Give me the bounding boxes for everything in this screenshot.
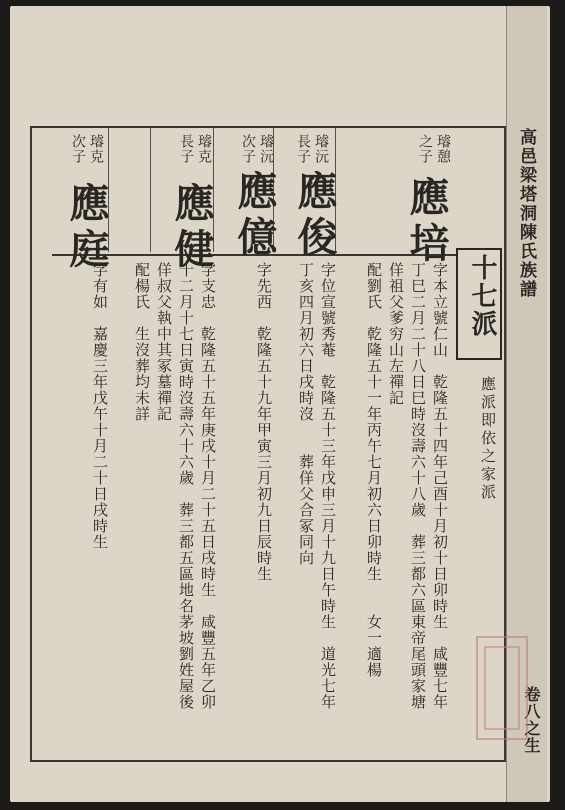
lineage-note: 應派即依之家派 <box>479 376 497 502</box>
page-number: 卷八之生 <box>522 686 541 754</box>
entry-line: 配劉氏 乾隆五十一年丙午七月初六日卯時生 女一適楊 <box>365 262 383 678</box>
entry-line: 字先西 乾隆五十九年甲寅三月初九日辰時生 <box>255 262 273 582</box>
entry-line: 十二月十七日寅時沒壽六十六歲 葬三都五區地名茅坡劉姓屋後 <box>177 262 195 710</box>
entry-relation: 璿克 <box>88 134 104 164</box>
entry-name: 應培 <box>403 176 450 268</box>
entry-name: 應億 <box>231 170 278 262</box>
entry-line: 配楊氏 生沒葬均未詳 <box>133 262 151 422</box>
entry-relation: 長子 <box>178 134 194 164</box>
entry-line: 丁巳二月二十八日巳時沒壽六十八歲 葬三都六區東帝尾頭家塘 <box>409 262 427 710</box>
entry-line: 佯祖父爹穷山左禪記 <box>387 262 405 406</box>
entry-line: 丁亥四月初六日戌時沒 葬佯父合冢同向 <box>297 262 315 566</box>
generation-label: 十七派 <box>467 254 497 338</box>
entry-name: 應庭 <box>63 182 110 274</box>
seal-stamp-inner <box>484 646 520 730</box>
entry-relation: 次子 <box>240 134 256 164</box>
entry-line: 字支忠 乾隆五十五年庚戌十月二十五日戌時生 咸豐五年乙卯 <box>199 262 217 710</box>
entry-relation: 之子 <box>417 134 433 164</box>
entry-line: 字有如 嘉慶三年戊午十月二十日戌時生 <box>91 262 109 550</box>
entry-relation: 次子 <box>70 134 86 164</box>
entry-line: 字位宣號秀菴 乾隆五十三年戊申三月十九日午時生 道光七年 <box>319 262 337 710</box>
entry-relation: 璿沅 <box>258 134 274 164</box>
entry-name: 應健 <box>168 182 215 274</box>
entry-line: 字本立號仁山 乾隆五十四年己酉十月初十日卯時生 咸豐七年 <box>431 262 449 710</box>
seal-stamp <box>476 636 528 740</box>
entry-relation: 璿沅 <box>313 134 329 164</box>
entry-relation: 璿克 <box>196 134 212 164</box>
entry-relation: 璿憩 <box>435 134 451 164</box>
book-title: 高邑梁塔洞陳氏族譜 <box>516 128 536 299</box>
column-divider <box>150 128 151 252</box>
entry-relation: 長子 <box>295 134 311 164</box>
entry-name: 應俊 <box>291 170 338 262</box>
entry-line: 佯叔父執中其冢墓禪記 <box>155 262 173 422</box>
